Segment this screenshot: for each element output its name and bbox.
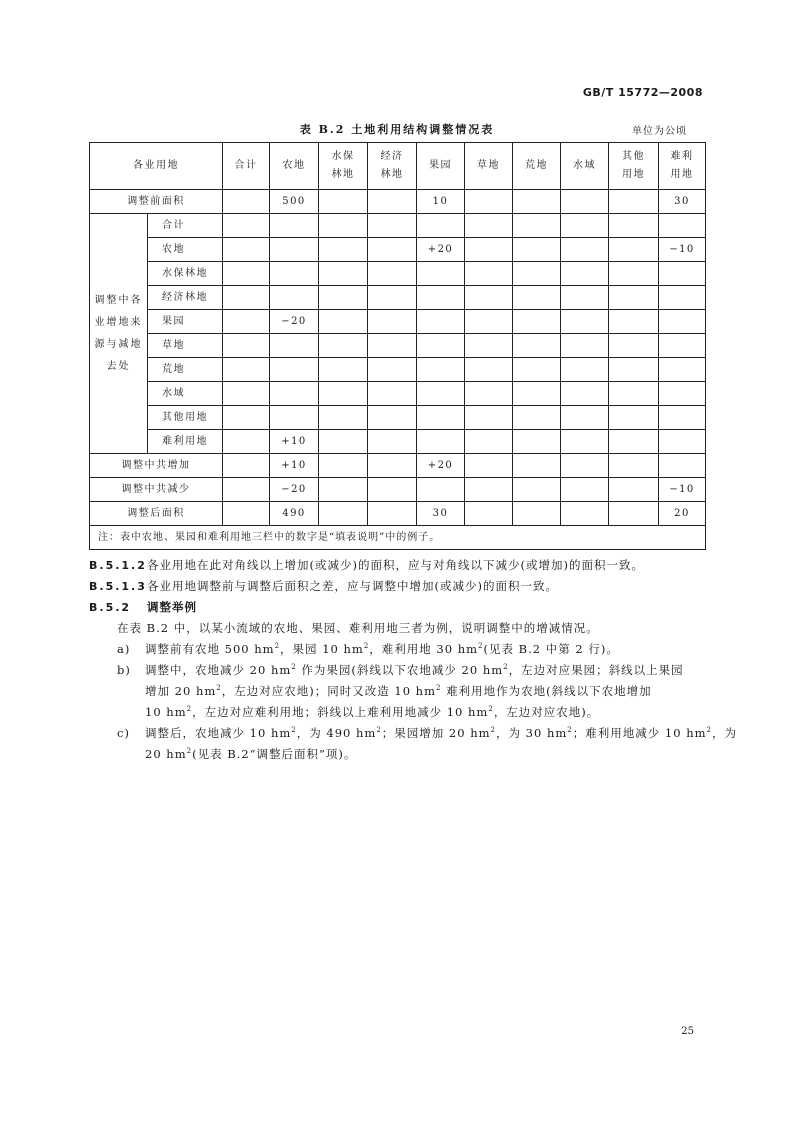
cell bbox=[223, 310, 270, 334]
header-text: 其他 bbox=[622, 151, 645, 162]
cell bbox=[270, 358, 319, 382]
cell bbox=[319, 310, 368, 334]
cell bbox=[368, 238, 417, 262]
row-label: 荒地 bbox=[148, 358, 223, 382]
text: 增加 20 hm bbox=[145, 684, 217, 698]
cell bbox=[465, 358, 513, 382]
cell bbox=[465, 406, 513, 430]
header-cell: 各业用地 bbox=[90, 143, 223, 190]
cell bbox=[417, 262, 465, 286]
clause-code: B.5.1.2 bbox=[89, 559, 147, 572]
text: ，为 30 hm bbox=[496, 726, 568, 740]
cell bbox=[659, 406, 706, 430]
row-label: 经济林地 bbox=[148, 286, 223, 310]
superscript: 2 bbox=[376, 726, 382, 735]
cell bbox=[319, 214, 368, 238]
text: ，左边对应难利用地；斜线以上难利用地减少 10 hm bbox=[192, 705, 489, 719]
header-text: 用地 bbox=[670, 169, 694, 180]
cell bbox=[561, 454, 609, 478]
cell bbox=[223, 214, 270, 238]
clause-code: B.5.2 bbox=[89, 601, 132, 614]
cell bbox=[465, 190, 513, 214]
table-row-sub bbox=[90, 382, 706, 406]
cell bbox=[561, 310, 609, 334]
cell bbox=[465, 382, 513, 406]
header-cell: 草地 bbox=[465, 143, 513, 190]
header-cell bbox=[319, 143, 368, 190]
cell bbox=[561, 430, 609, 454]
table-unit: 单位为公顷 bbox=[632, 126, 687, 137]
header-cell: 农地 bbox=[270, 143, 319, 190]
clause-code: B.5.1.3 bbox=[89, 580, 147, 593]
row-label: 合计 bbox=[148, 214, 223, 238]
superscript: 2 bbox=[363, 642, 370, 651]
text: ，为 490 hm bbox=[296, 726, 377, 740]
cell bbox=[319, 334, 368, 358]
cell: −10 bbox=[659, 478, 706, 502]
row-label: 水保林地 bbox=[148, 262, 223, 286]
superscript: 2 bbox=[291, 663, 297, 672]
text: 难利用地作为农地(斜线以下农地增加 bbox=[441, 684, 652, 698]
cell bbox=[270, 238, 319, 262]
table-row-sub bbox=[90, 334, 706, 358]
cell bbox=[319, 382, 368, 406]
cell bbox=[368, 406, 417, 430]
text: ，为 bbox=[711, 726, 737, 740]
cell bbox=[513, 502, 561, 526]
cell bbox=[223, 454, 270, 478]
land-use-table bbox=[89, 142, 706, 550]
cell bbox=[513, 478, 561, 502]
table-row-before bbox=[90, 190, 706, 214]
cell bbox=[319, 478, 368, 502]
text: ，左边对应农地)；同时又改造 10 hm bbox=[221, 684, 436, 698]
clause-heading: 调整举例 bbox=[147, 600, 197, 614]
intro-paragraph: 在表 B.2 中，以某小流域的农地、果园、难利用地三者为例，说明调整中的增减情况。 bbox=[117, 621, 599, 635]
cell bbox=[465, 334, 513, 358]
cell bbox=[368, 334, 417, 358]
superscript: 2 bbox=[435, 684, 442, 693]
cell bbox=[659, 310, 706, 334]
source-label-line: 业增地来 bbox=[94, 316, 143, 328]
header-cell bbox=[368, 143, 417, 190]
header-cell: 合计 bbox=[223, 143, 270, 190]
cell: +20 bbox=[417, 238, 465, 262]
cell bbox=[561, 238, 609, 262]
source-label-line: 去处 bbox=[106, 360, 131, 372]
cell bbox=[417, 286, 465, 310]
superscript: 2 bbox=[186, 747, 193, 756]
list-item-b bbox=[89, 662, 709, 683]
table-row-sub bbox=[90, 310, 706, 334]
cell bbox=[368, 262, 417, 286]
cell bbox=[659, 334, 706, 358]
table-note: 注：表中农地、果园和难利用地三栏中的数字是“填表说明”中的例子。 bbox=[90, 526, 706, 550]
cell bbox=[319, 358, 368, 382]
cell bbox=[609, 334, 659, 358]
cell bbox=[270, 334, 319, 358]
text: (见表 B.2“调整后面积”项)。 bbox=[192, 747, 357, 761]
text: ，左边对应果园；斜线以上果园 bbox=[508, 663, 684, 677]
text: 调整中，农地减少 20 hm bbox=[145, 663, 292, 677]
cell bbox=[609, 502, 659, 526]
table-row-after bbox=[90, 502, 706, 526]
body-text bbox=[89, 557, 737, 767]
cell bbox=[417, 406, 465, 430]
cell bbox=[513, 262, 561, 286]
table-row-sub bbox=[90, 262, 706, 286]
cell bbox=[465, 310, 513, 334]
cell bbox=[368, 358, 417, 382]
header-text: 林地 bbox=[380, 169, 404, 180]
cell bbox=[609, 262, 659, 286]
text: 作为果园(斜线以下农地减少 20 hm bbox=[296, 663, 504, 677]
cell bbox=[368, 430, 417, 454]
cell bbox=[513, 454, 561, 478]
cell bbox=[223, 190, 270, 214]
cell bbox=[609, 478, 659, 502]
cell bbox=[223, 502, 270, 526]
header-text: 用地 bbox=[622, 169, 645, 180]
page-number: 25 bbox=[681, 1026, 694, 1037]
cell bbox=[609, 238, 659, 262]
cell bbox=[513, 430, 561, 454]
text: ，左边对应农地)。 bbox=[493, 705, 600, 719]
superscript: 2 bbox=[216, 684, 222, 693]
cell: 10 bbox=[417, 190, 465, 214]
cell: +10 bbox=[270, 430, 319, 454]
cell bbox=[368, 190, 417, 214]
cell bbox=[609, 430, 659, 454]
cell bbox=[609, 382, 659, 406]
list-item-b-cont bbox=[89, 704, 709, 725]
cell bbox=[465, 262, 513, 286]
list-item-b-cont bbox=[89, 683, 709, 704]
table-row-sub bbox=[90, 358, 706, 382]
cell bbox=[561, 214, 609, 238]
row-label: 农地 bbox=[148, 238, 223, 262]
table-row-sub bbox=[90, 286, 706, 310]
row-label: 草地 bbox=[148, 334, 223, 358]
cell bbox=[513, 358, 561, 382]
header-cell: 果园 bbox=[417, 143, 465, 190]
cell bbox=[513, 334, 561, 358]
cell bbox=[659, 454, 706, 478]
row-label: 其他用地 bbox=[148, 406, 223, 430]
cell bbox=[465, 454, 513, 478]
cell bbox=[561, 382, 609, 406]
header-text: 林地 bbox=[331, 169, 355, 180]
clause-b5-2 bbox=[89, 599, 709, 620]
header-cell bbox=[659, 143, 706, 190]
cell bbox=[319, 190, 368, 214]
cell bbox=[609, 190, 659, 214]
cell bbox=[513, 214, 561, 238]
header-cell: 水域 bbox=[561, 143, 609, 190]
list-item-c bbox=[89, 725, 737, 746]
cell bbox=[465, 238, 513, 262]
cell bbox=[319, 286, 368, 310]
header-text: 水保 bbox=[331, 151, 355, 162]
cell bbox=[561, 262, 609, 286]
standard-code: GB/T 15772—2008 bbox=[582, 86, 703, 99]
cell bbox=[513, 190, 561, 214]
table-row-sub bbox=[90, 238, 706, 262]
header-cell bbox=[609, 143, 659, 190]
cell bbox=[513, 310, 561, 334]
row-label: 调整后面积 bbox=[90, 502, 223, 526]
table-row-sub bbox=[90, 214, 706, 238]
source-label-line: 调整中各 bbox=[94, 294, 143, 306]
cell bbox=[223, 358, 270, 382]
cell bbox=[609, 358, 659, 382]
text: 调整前有农地 500 hm bbox=[145, 642, 275, 656]
cell bbox=[417, 214, 465, 238]
table-row-sub bbox=[90, 406, 706, 430]
text: 调整后，农地减少 10 hm bbox=[145, 726, 292, 740]
cell bbox=[319, 238, 368, 262]
text: ；果园增加 20 hm bbox=[381, 726, 491, 740]
cell bbox=[368, 382, 417, 406]
cell bbox=[561, 478, 609, 502]
superscript: 2 bbox=[567, 726, 573, 735]
cell bbox=[319, 406, 368, 430]
row-label: 难利用地 bbox=[148, 430, 223, 454]
cell: 490 bbox=[270, 502, 319, 526]
clause-text: 各业用地在此对角线以上增加(或减少)的面积，应与对角线以下减少(或增加)的面积一致。 bbox=[147, 558, 644, 572]
cell bbox=[561, 334, 609, 358]
cell bbox=[270, 214, 319, 238]
cell bbox=[223, 406, 270, 430]
cell bbox=[465, 502, 513, 526]
cell bbox=[223, 478, 270, 502]
table-row-note bbox=[90, 526, 706, 550]
superscript: 2 bbox=[488, 705, 494, 714]
cell bbox=[319, 502, 368, 526]
cell bbox=[368, 502, 417, 526]
cell bbox=[659, 286, 706, 310]
cell bbox=[659, 262, 706, 286]
cell bbox=[270, 262, 319, 286]
list-label: b) bbox=[117, 663, 131, 677]
cell bbox=[417, 382, 465, 406]
cell bbox=[513, 406, 561, 430]
table-row-sub bbox=[90, 430, 706, 454]
text: ，难利用地 30 hm bbox=[369, 642, 479, 656]
text: 10 hm bbox=[145, 705, 187, 719]
cell bbox=[417, 310, 465, 334]
cell bbox=[465, 214, 513, 238]
cell bbox=[223, 382, 270, 406]
cell: +10 bbox=[270, 454, 319, 478]
source-label-cell bbox=[90, 214, 148, 454]
cell: 20 bbox=[659, 502, 706, 526]
cell bbox=[417, 430, 465, 454]
superscript: 2 bbox=[503, 663, 509, 672]
superscript: 2 bbox=[478, 642, 484, 651]
text: ，果园 10 hm bbox=[280, 642, 364, 656]
source-label-line: 源与减地 bbox=[94, 338, 143, 350]
table-caption-row bbox=[89, 121, 705, 137]
row-label: 果园 bbox=[148, 310, 223, 334]
superscript: 2 bbox=[706, 726, 712, 735]
list-label: a) bbox=[117, 642, 131, 656]
cell: 500 bbox=[270, 190, 319, 214]
cell bbox=[368, 310, 417, 334]
superscript: 2 bbox=[291, 726, 297, 735]
header-text: 难利 bbox=[670, 151, 694, 162]
cell bbox=[561, 358, 609, 382]
cell bbox=[609, 454, 659, 478]
cell bbox=[223, 286, 270, 310]
cell bbox=[659, 430, 706, 454]
list-item-c-cont bbox=[89, 746, 709, 767]
cell bbox=[368, 478, 417, 502]
cell bbox=[270, 406, 319, 430]
table-header-row bbox=[90, 143, 706, 190]
cell bbox=[319, 454, 368, 478]
cell bbox=[513, 286, 561, 310]
header-text: 经济 bbox=[380, 151, 404, 162]
cell bbox=[609, 310, 659, 334]
cell bbox=[513, 238, 561, 262]
cell bbox=[417, 334, 465, 358]
row-label: 调整中共减少 bbox=[90, 478, 223, 502]
table-row-increase bbox=[90, 454, 706, 478]
clause-text: 各业用地调整前与调整后面积之差，应与调整中增加(或减少)的面积一致。 bbox=[147, 579, 558, 593]
header-cell: 荒地 bbox=[513, 143, 561, 190]
superscript: 2 bbox=[490, 726, 497, 735]
cell bbox=[223, 334, 270, 358]
cell: −20 bbox=[270, 310, 319, 334]
cell bbox=[659, 214, 706, 238]
cell bbox=[368, 214, 417, 238]
row-label: 调整中共增加 bbox=[90, 454, 223, 478]
cell bbox=[513, 382, 561, 406]
list-item-a bbox=[89, 641, 709, 662]
cell bbox=[417, 358, 465, 382]
cell: −10 bbox=[659, 238, 706, 262]
cell bbox=[465, 478, 513, 502]
cell: 30 bbox=[417, 502, 465, 526]
text: ；难利用地减少 10 hm bbox=[572, 726, 707, 740]
cell bbox=[319, 262, 368, 286]
superscript: 2 bbox=[186, 705, 193, 714]
cell bbox=[609, 286, 659, 310]
cell bbox=[561, 286, 609, 310]
table-caption: 表 B.2 土地利用结构调整情况表 bbox=[299, 123, 495, 136]
cell bbox=[561, 190, 609, 214]
cell bbox=[223, 262, 270, 286]
cell bbox=[223, 430, 270, 454]
superscript: 2 bbox=[274, 642, 281, 651]
cell bbox=[659, 358, 706, 382]
clause-b5-1-3 bbox=[89, 578, 709, 599]
cell bbox=[609, 214, 659, 238]
cell bbox=[417, 478, 465, 502]
cell bbox=[561, 502, 609, 526]
cell bbox=[465, 430, 513, 454]
cell bbox=[659, 382, 706, 406]
cell: 30 bbox=[659, 190, 706, 214]
row-label: 调整前面积 bbox=[90, 190, 223, 214]
cell bbox=[270, 286, 319, 310]
text: 20 hm bbox=[145, 747, 187, 761]
list-label: c) bbox=[117, 726, 130, 740]
cell bbox=[561, 406, 609, 430]
table-row-decrease bbox=[90, 478, 706, 502]
text: (见表 B.2 中第 2 行)。 bbox=[483, 642, 619, 656]
cell bbox=[465, 286, 513, 310]
cell: −20 bbox=[270, 478, 319, 502]
cell bbox=[223, 238, 270, 262]
cell bbox=[609, 406, 659, 430]
cell bbox=[368, 286, 417, 310]
cell bbox=[270, 382, 319, 406]
cell bbox=[368, 454, 417, 478]
cell: +20 bbox=[417, 454, 465, 478]
clause-b5-1-2 bbox=[89, 557, 709, 578]
row-label: 水域 bbox=[148, 382, 223, 406]
cell bbox=[319, 430, 368, 454]
